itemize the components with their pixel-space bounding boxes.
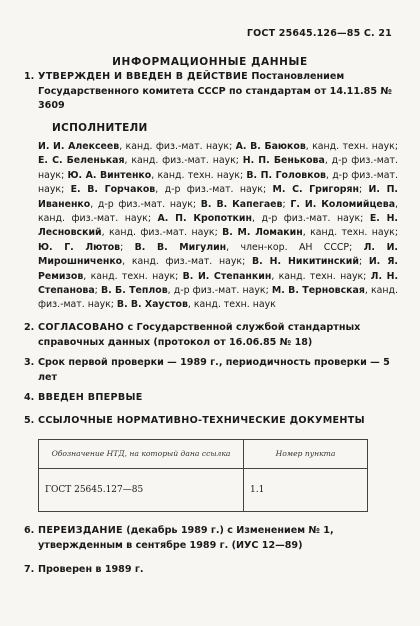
executor-degree: , д-р физ.-мат. наук; bbox=[38, 155, 398, 181]
executor-degree: ; bbox=[358, 184, 369, 196]
executors-list bbox=[38, 140, 398, 313]
standard-header: ГОСТ 25645.126—85 С. 21 bbox=[246, 28, 392, 39]
cell-document: ГОСТ 25645.127—85 bbox=[39, 469, 244, 512]
item-number: 4. bbox=[24, 392, 35, 403]
item-3 bbox=[24, 356, 396, 385]
executor-name: В. И. Степанкин bbox=[182, 270, 272, 282]
executor-name: А. В. Баюков bbox=[235, 141, 306, 152]
executor-name: В. В. Мигулин bbox=[134, 241, 227, 253]
executor-degree: , канд. техн. наук; bbox=[305, 141, 398, 152]
executor-name: Л. Н. Степанова bbox=[38, 270, 399, 297]
executor-name: И. И. Алексеев bbox=[38, 141, 120, 152]
item-lead: УТВЕРЖДЕН И ВВЕДЕН В ДЕЙСТВИЕ bbox=[38, 71, 249, 82]
executor-name: В. М. Ломакин bbox=[222, 227, 303, 239]
item-number: 6. bbox=[24, 525, 35, 536]
executor-name: И. П. Иваненко bbox=[38, 184, 398, 210]
item-text: Срок первой проверки — 1989 г., периодичность проверки — 5 лет bbox=[38, 357, 390, 383]
item-lead: ПЕРЕИЗДАНИЕ bbox=[38, 525, 123, 536]
executor-name: В. П. Головков bbox=[246, 169, 326, 181]
executor-name: В. В. Капегаев bbox=[200, 198, 283, 210]
executor-degree: ; bbox=[120, 241, 135, 253]
item-text: Постановлением Государственного комитета СССР по стандартам от 14.11.85 № 3609 bbox=[38, 71, 392, 112]
executor-name: В. Н. Никитинский bbox=[251, 256, 359, 268]
item-number: 3. bbox=[24, 357, 35, 368]
table-header-row bbox=[39, 440, 368, 469]
executor-name: Е. С. Беленькая bbox=[38, 155, 125, 167]
executor-name: И. Я. Ремизов bbox=[38, 256, 398, 282]
table-row bbox=[39, 469, 368, 512]
executor-name: М. В. Терновская bbox=[271, 285, 365, 297]
executor-name: Н. П. Бенькова bbox=[242, 155, 325, 167]
executor-name: М. С. Григорян bbox=[272, 184, 359, 196]
item-lead: СОГЛАСОВАНО bbox=[38, 322, 125, 333]
executor-name: Г. И. Коломийцева bbox=[290, 198, 396, 210]
item-7 bbox=[24, 563, 396, 578]
item-1 bbox=[24, 70, 396, 114]
executor-name: Ю. Г. Лютов bbox=[38, 241, 121, 253]
executor-degree: , член-кор. АН СССР; bbox=[226, 241, 364, 253]
cell-clause: 1.1 bbox=[244, 469, 368, 512]
executor-degree: ; bbox=[358, 256, 369, 268]
executor-name: В. В. Хаустов bbox=[116, 299, 188, 311]
item-lead: ССЫЛОЧНЫЕ НОРМАТИВНО-ТЕХНИЧЕСКИЕ ДОКУМЕНТЫ bbox=[38, 415, 365, 426]
executor-degree: , д-р физ.-мат. наук; bbox=[38, 169, 398, 196]
item-text: (декабрь 1989 г.) с Изменением № 1, утвержденным в сентябре 1989 г. (ИУС 12—89) bbox=[38, 525, 334, 551]
executor-degree: , д-р физ.-мат. наук; bbox=[90, 198, 201, 210]
executor-degree: , канд. техн. наук bbox=[187, 299, 276, 311]
item-4 bbox=[24, 391, 396, 406]
item-lead: ВВЕДЕН ВПЕРВЫЕ bbox=[38, 392, 143, 403]
item-number: 5. bbox=[24, 415, 35, 426]
executor-degree: , д-р физ.-мат. наук; bbox=[155, 184, 273, 196]
executor-degree: , канд. техн. наук; bbox=[151, 169, 247, 181]
executor-name: Е. В. Горчаков bbox=[70, 184, 156, 196]
executor-degree: , канд. физ.-мат. наук; bbox=[38, 198, 398, 225]
executor-name: В. Б. Теплов bbox=[100, 285, 168, 297]
item-number: 7. bbox=[24, 564, 35, 575]
executor-name: Е. Н. Лесновский bbox=[38, 213, 398, 239]
executor-degree: , канд. техн. наук; bbox=[271, 270, 371, 282]
executor-degree: ; bbox=[94, 285, 101, 297]
executor-degree: , канд. физ.-мат. наук; bbox=[38, 285, 398, 311]
item-number: 2. bbox=[24, 322, 35, 333]
item-5 bbox=[24, 414, 396, 429]
executor-degree: , канд. физ.-мат. наук; bbox=[122, 256, 252, 268]
executor-degree: , канд. техн. наук; bbox=[302, 227, 398, 239]
executor-degree: , канд. физ.-мат. наук; bbox=[119, 141, 236, 152]
col-header-document: Обозначение НТД, на который дана ссылка bbox=[39, 440, 244, 469]
item-2 bbox=[24, 321, 396, 350]
executor-degree: , канд. физ.-мат. наук; bbox=[124, 155, 243, 167]
executor-name: А. П. Кропоткин bbox=[157, 213, 252, 225]
page-title: ИНФОРМАЦИОННЫЕ ДАННЫЕ bbox=[112, 56, 308, 68]
item-number: 1. bbox=[24, 71, 35, 82]
executor-name: Л. И. Мирошниченко bbox=[38, 241, 398, 268]
executor-name: Ю. А. Винтенко bbox=[67, 169, 152, 181]
executor-degree: , канд. физ.-мат. наук; bbox=[101, 227, 223, 239]
col-header-clause: Номер пункта bbox=[244, 440, 368, 469]
executor-degree: , д-р физ.-мат. наук; bbox=[251, 213, 370, 225]
executors-heading: ИСПОЛНИТЕЛИ bbox=[52, 122, 148, 134]
executor-degree: , канд. техн. наук; bbox=[83, 270, 183, 282]
item-text: с Государственной службой стандартных справочных данных (протокол от 16.06.85 № 18) bbox=[38, 322, 361, 348]
executor-degree: ; bbox=[282, 198, 291, 210]
executor-degree: , д-р физ.-мат. наук; bbox=[167, 285, 272, 297]
item-6 bbox=[24, 524, 396, 553]
reference-documents-table bbox=[38, 439, 368, 512]
item-text: Проверен в 1989 г. bbox=[38, 564, 144, 575]
